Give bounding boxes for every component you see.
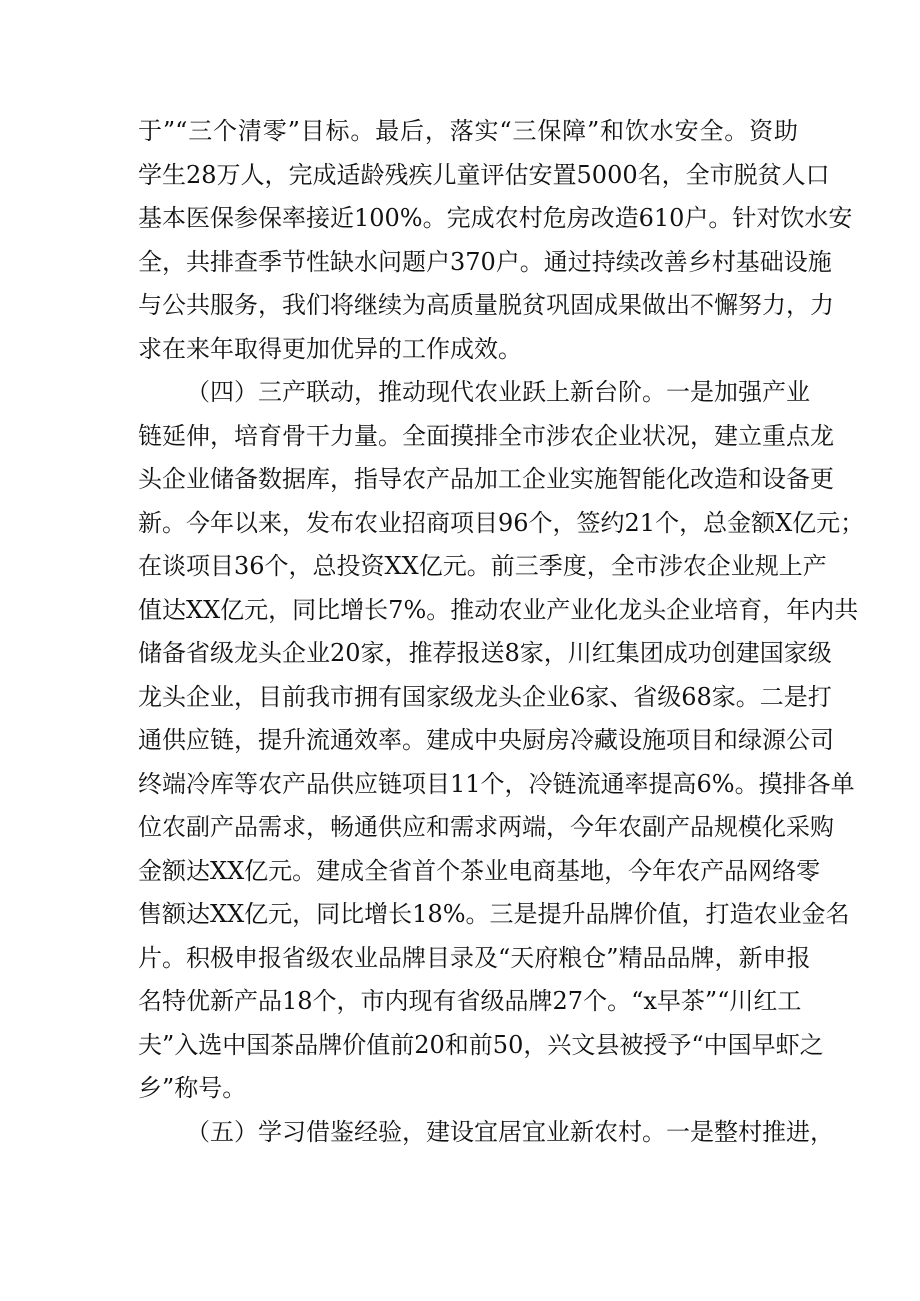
text-line: 新。今年以来，发布农业招商项目96个，签约21个，总金额X亿元； [138, 508, 865, 537]
paragraph-poverty-results [138, 110, 853, 371]
document-body [138, 110, 865, 1154]
text-line: 龙头企业，目前我市拥有国家级龙头企业6家、省级68家。二是打 [138, 682, 832, 711]
text-line: 储备省级龙头企业20家，推荐报送8家，川红集团成功创建国家级 [138, 639, 832, 667]
paragraph-section-four [138, 371, 865, 1111]
text-line: 链延伸，培育骨干力量。全面摸排全市涉农企业状况，建立重点龙 [138, 421, 834, 450]
text-line: 终端冷库等农产品供应链项目11个，冷链流通率提高6%。摸排各单 [138, 769, 855, 798]
text-line: 片。积极申报省级农业品牌目录及“天府粮仓”精品品牌，新申报 [138, 943, 811, 972]
paragraph-section-five [138, 1111, 834, 1155]
text-line: 全，共排查季节性缺水问题户370户。通过持续改善乡村基础设施 [138, 247, 832, 276]
text-line: 头企业储备数据库，指导农产品加工企业实施智能化改造和设备更 [138, 465, 834, 493]
text-line: 名特优新产品18个，市内现有省级品牌27个。“x早茶”“川红工 [138, 987, 802, 1015]
text-line: 乡”称号。 [138, 1074, 247, 1102]
text-line: 在谈项目36个，总投资XX亿元。前三季度，全市涉农企业规上产 [138, 552, 827, 580]
text-line: 售额达XX亿元，同比增长18%。三是提升品牌价值，打造农业金名 [138, 900, 850, 928]
text-line: 与公共服务，我们将继续为高质量脱贫巩固成果做出不懈努力，力 [138, 291, 834, 319]
text-line: 位农副产品需求，畅通供应和需求两端，今年农副产品规模化采购 [138, 813, 834, 841]
text-line: 求在来年取得更加优异的工作成效。 [138, 334, 522, 363]
text-line: 金额达XX亿元。建成全省首个茶业电商基地，今年农产品网络零 [138, 856, 821, 885]
text-line: 学生28万人，完成适龄残疾儿童评估安置5000名，全市脱贫人口 [138, 160, 830, 189]
section-heading-line: （四）三产联动，推动现代农业跃上新台阶。一是加强产业 [186, 378, 810, 406]
text-line: 值达XX亿元，同比增长7%。推动农业产业化龙头企业培育，年内共 [138, 595, 859, 624]
text-line: 夫”入选中国茶品牌价值前20和前50，兴文县被授予“中国早虾之 [138, 1030, 824, 1059]
section-heading-line: （五）学习借鉴经验，建设宜居宜业新农村。一是整村推进， [186, 1117, 834, 1146]
text-line: 基本医保参保率接近100%。完成农村危房改造610户。针对饮水安 [138, 204, 853, 232]
text-line: 于”“三个清零”目标。最后，落实“三保障”和饮水安全。资助 [138, 117, 798, 145]
text-line: 通供应链，提升流通效率。建成中央厨房冷藏设施项目和绿源公司 [138, 726, 834, 754]
